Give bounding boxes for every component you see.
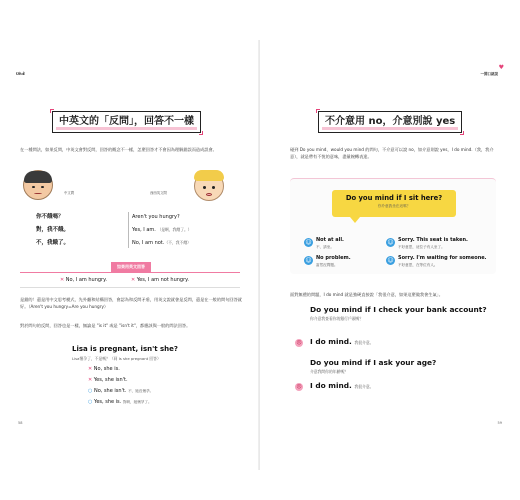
- zh-line-2: 對，我不餓。: [36, 227, 70, 233]
- left-title-post: 」，回答不一樣: [129, 116, 194, 127]
- zh-line-1: 你不餓嗎？: [36, 214, 64, 220]
- column-divider: [128, 212, 129, 248]
- left-intro: 在一種問法，如果反問，中英文會對反問，回答的概念不一樣，怎麼回答才不會因為理解錯誤而造成誤會。: [20, 147, 217, 152]
- bubble-tail: [350, 217, 360, 223]
- answer-2-line: I do mind. 我很介意。: [310, 381, 374, 390]
- example-question: Lisa is pregnant, isn't she?: [72, 345, 178, 353]
- en-line-3: No, I am not.（不，我不餓）: [132, 240, 191, 246]
- bubble-question-en: Do you mind if I sit here?: [345, 194, 443, 202]
- bookmark-icon: ♥: [498, 64, 504, 71]
- right-title-en2: yes: [435, 116, 456, 127]
- running-head-left: Ʊĥ̉ıĖ: [16, 72, 26, 76]
- answer-4: ○ Yes, she is. 對啊，她懷孕了。: [88, 399, 152, 405]
- left-title-pre: 中英文的「: [59, 116, 109, 127]
- right-page: [260, 0, 520, 500]
- question-2-zh: 介意我問你的年齡嗎？: [310, 369, 348, 374]
- question-1: Do you mind if I check your bank account?: [310, 305, 487, 314]
- en-line-2: Yes, I am. （是啊，我餓了。）: [132, 227, 192, 233]
- wrong-answer-1: ✕ No, I am hungry.: [60, 277, 107, 283]
- answer-1: ✕ No, she is.: [88, 366, 120, 372]
- running-head-right: 一開口就說: [480, 72, 498, 76]
- wrong-answers-row: [20, 272, 240, 288]
- western-face-illustration: [194, 171, 224, 201]
- right-para-2: 面對無禮的問題，I do mind 就是強硬直接說「我很介意，如果這麼做我會生氣」。: [290, 292, 443, 297]
- reply-icon-4: ☺: [387, 257, 394, 264]
- right-intro: 碰到 Do you mind、would you mind 的問句，不介意可以說 no，如介意則說 yes，I do mind.（我，我介意），就是帶有不悅的意味，盡量婉轉表達。: [290, 147, 494, 159]
- answer-icon-1: ☹: [296, 340, 302, 346]
- answer-1-line: I do mind. 我很介意。: [310, 337, 374, 346]
- reply-icon-3: ☺: [305, 257, 312, 264]
- asian-face-illustration: [23, 170, 53, 200]
- right-title: [318, 111, 462, 133]
- right-title-post: ，介意別說: [382, 116, 436, 127]
- reply-1-en: Not at all.: [316, 237, 344, 243]
- reply-1-zh: 不，請坐。: [316, 245, 334, 249]
- page-number-left: 58: [18, 421, 23, 425]
- left-title-quote: 反問: [109, 116, 129, 127]
- reply-icon-2: ☺: [387, 239, 394, 246]
- question-bubble: [332, 190, 456, 217]
- answer-2: ✕ Yes, she isn't.: [88, 377, 128, 383]
- reply-icon-1: ☺: [305, 239, 312, 246]
- bubble-question-zh: 你介意我坐在這嗎？: [377, 204, 411, 208]
- reply-2-zh: 不好意思，這位子有人坐了。: [398, 245, 445, 249]
- zh-line-3: 不，我餓了。: [36, 240, 70, 246]
- question-1-zh: 你介意我查看你的銀行戶頭嗎？: [310, 316, 364, 321]
- reply-3-zh: 當然沒問題。: [316, 263, 338, 267]
- left-title: [52, 111, 201, 133]
- en-line-1: Aren't you hungry?: [132, 214, 180, 220]
- right-title-pre: 不介意用: [325, 116, 369, 127]
- zh-tag: 中文問: [64, 191, 75, 195]
- question-2: Do you mind if I ask your age?: [310, 358, 437, 367]
- en-tag: 西西英文問: [150, 191, 167, 195]
- answer-3: ○ No, she isn't. 不，她沒懷孕。: [88, 388, 154, 394]
- page-number-right: 59: [497, 421, 502, 425]
- reply-4-zh: 不好意思，在等位有人。: [398, 263, 438, 267]
- left-para-3: 對於問句的反問，回答也是一樣，無論是 "is it" 或是 "isn't it"，都應該與一般的問法回答。: [20, 323, 191, 328]
- example-question-zh: Lisa懷孕了，不是嗎？（同 Is she pregnant 回答）: [72, 356, 161, 361]
- right-title-en: no: [368, 116, 383, 127]
- reply-3-en: No problem.: [316, 255, 351, 261]
- answer-icon-2: ☹: [296, 384, 302, 390]
- wrong-answer-2: ✕ Yes, I am not hungry.: [131, 277, 189, 283]
- reply-2-en: Sorry. This seat is taken.: [398, 237, 468, 243]
- reply-4-en: Sorry. I'm waiting for someone.: [398, 255, 487, 261]
- left-para-2: 是錯的！還是用中文思考模式，先外翻和結構回答，會認為和反問矛盾，用英文說就會是反問，還是在一般的問句回答就好。（Aren't you hungry=Are you hungry）: [20, 297, 242, 309]
- section-head: 如果用英文回答: [111, 262, 151, 272]
